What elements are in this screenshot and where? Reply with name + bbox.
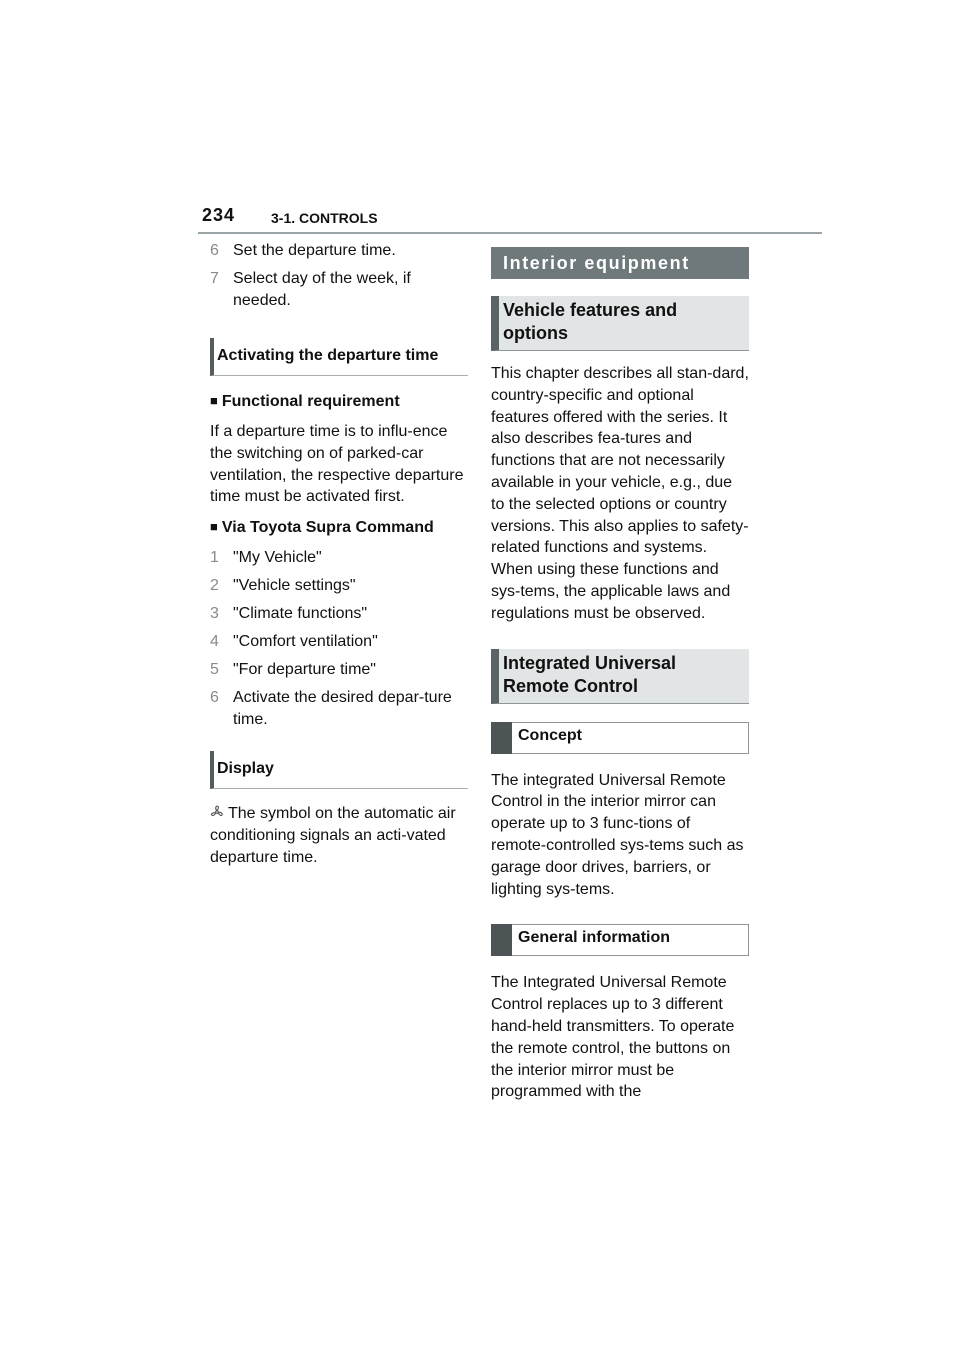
- step-text: Activate the desired depar-ture time.: [233, 689, 452, 729]
- general-info-heading: [491, 924, 749, 956]
- page-number: 234: [202, 205, 236, 225]
- square-bullet-icon: ■: [210, 519, 218, 535]
- heading-bar: [491, 722, 512, 754]
- concept-text: The integrated Universal Remote Control in the interior mirror can operate up to 3 func-tions of remote-controlled sys-tems such as garage door drives, barriers, or lighting sys-tems.: [491, 771, 744, 898]
- interior-equipment-heading: Interior equipment: [491, 247, 749, 279]
- step-item: [210, 268, 468, 312]
- fan-icon: [210, 805, 224, 819]
- section-title: 3-1. CONTROLS: [271, 210, 378, 226]
- display-text-block: [210, 803, 468, 868]
- left-column: [210, 240, 468, 877]
- functional-requirement-heading: [210, 390, 468, 413]
- display-heading: Display: [210, 751, 468, 789]
- via-command-heading: [210, 516, 468, 539]
- step-text: "My Vehicle": [233, 549, 322, 567]
- iurc-heading: Integrated Universal Remote Control: [491, 649, 749, 704]
- activating-heading: Activating the departure time: [210, 338, 468, 376]
- step-number: 5: [210, 661, 219, 679]
- step-text: "Vehicle settings": [233, 577, 356, 595]
- concept-heading-label: Concept: [518, 726, 582, 744]
- step-number: 7: [210, 270, 219, 287]
- step-number: 4: [210, 633, 219, 651]
- functional-requirement-label: Functional requirement: [221, 393, 400, 410]
- step-item: [210, 687, 468, 731]
- step-number: 1: [210, 549, 219, 567]
- step-text: "Climate functions": [233, 605, 368, 623]
- step-number: 3: [210, 605, 219, 623]
- step-item: [210, 603, 468, 625]
- page-header: [198, 205, 822, 235]
- step-item: [210, 659, 468, 681]
- header-rule: [198, 232, 822, 234]
- step-text: Set the departure time.: [233, 242, 396, 259]
- step-number: 6: [210, 689, 219, 707]
- step-item: [210, 575, 468, 597]
- step-text: "Comfort ventilation": [233, 633, 378, 651]
- step-item: [210, 240, 468, 262]
- step-text: "For departure time": [233, 661, 376, 679]
- heading-bar: [491, 924, 512, 956]
- step-text: Select day of the week, if needed.: [233, 270, 411, 309]
- step-number: 2: [210, 577, 219, 595]
- general-info-heading-label: General information: [518, 929, 671, 947]
- vehicle-features-text: This chapter describes all stan-dard, country-specific and optional features offered with the series. It also describes fea-tures and functions that are not necessarily available in your vehicle, e.g., due to the selected options or country versions. This also applies to safety-related functions and systems. When using these functions and sys-tems, the applicable laws and regulations must be observed.: [491, 365, 749, 622]
- general-info-text: The Integrated Universal Remote Control replaces up to 3 different hand-held transmitters. To operate the remote control, the buttons on the interior mirror must be programmed with the: [491, 974, 735, 1101]
- concept-heading: [491, 722, 749, 754]
- display-text: The symbol on the automatic air conditioning signals an acti-vated departure time.: [210, 805, 456, 866]
- square-bullet-icon: ■: [210, 393, 218, 408]
- step-item: [210, 631, 468, 653]
- right-column: [491, 240, 749, 1111]
- step-item: [210, 547, 468, 569]
- step-number: 6: [210, 242, 219, 259]
- via-command-label: Via Toyota Supra Command: [221, 519, 434, 537]
- vehicle-features-heading: Vehicle features and options: [491, 296, 749, 351]
- functional-text: If a departure time is to influ-ence the switching on of parked-car ventilation, the respective departure time must be activated first.: [210, 423, 464, 506]
